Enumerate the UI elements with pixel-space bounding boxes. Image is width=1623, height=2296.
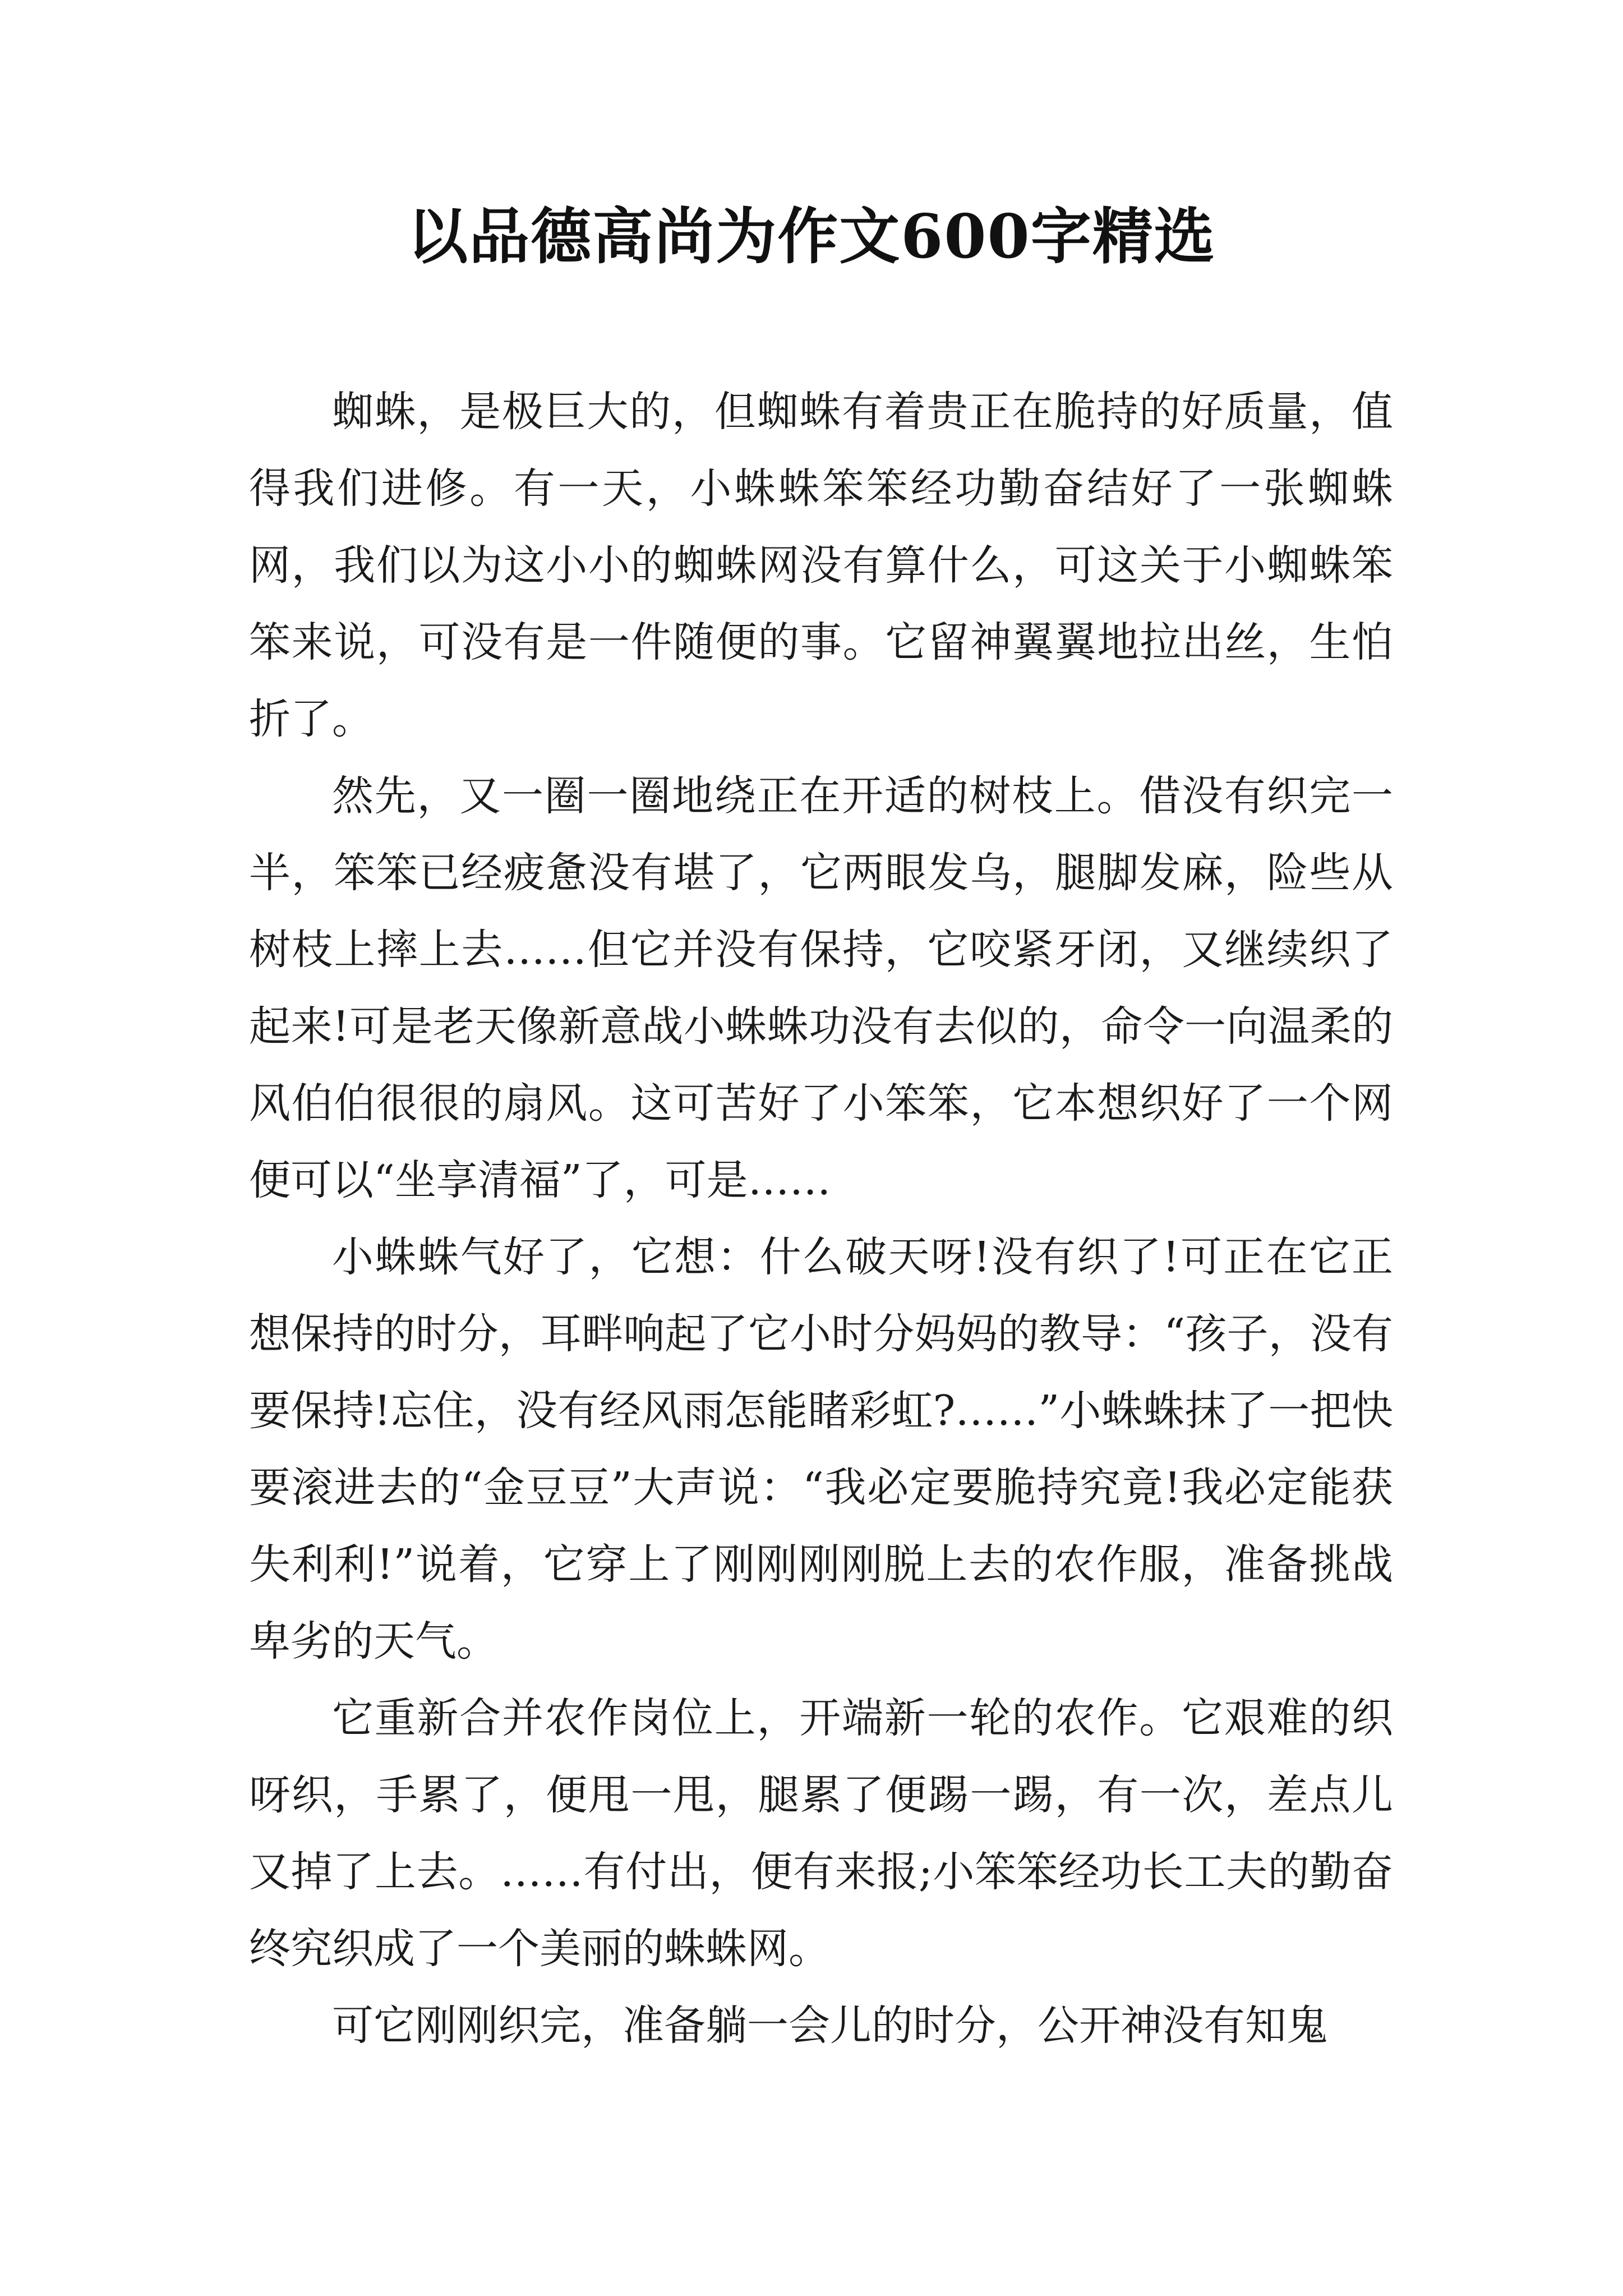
- paragraph: 小蛛蛛气好了，它想：什么破天呀!没有织了!可正在它正想保持的时分，耳畔响起了它小时分妈妈的教导：“孩子，没有要保持!忘住，没有经风雨怎能睹彩虹?……”小蛛蛛抹了一把快要滚进去的“金豆豆”大声说：“我必定要脆持究竟!我必定能获失利利!”说着，它穿上了刚刚刚刚脱上去的农作服，准备挑战卑劣的天气。: [249, 1233, 1393, 1665]
- paragraph: 它重新合并农作岗位上，开端新一轮的农作。它艰难的织呀织，手累了，便甩一甩，腿累了便踢一踢，有一次，差点儿又掉了上去。……有付出，便有来报;小笨笨经功长工夫的勤奋终究织成了一个美丽的蛛蛛网。: [249, 1694, 1393, 1973]
- document-title: 以品德高尚为作文600字精选: [407, 201, 1216, 272]
- paragraph: 蜘蛛，是极巨大的，但蜘蛛有着贵正在脆持的好质量，值得我们进修。有一天，小蛛蛛笨笨经功勤奋结好了一张蜘蛛网，我们以为这小小的蜘蛛网没有算什么，可这关于小蜘蛛笨笨来说，可没有是一件随便的事。它留神翼翼地拉出丝，生怕折了。: [249, 388, 1393, 743]
- paragraph: 然先，又一圈一圈地绕正在开适的树枝上。借没有织完一半，笨笨已经疲惫没有堪了，它两眼发乌，腿脚发麻，险些从树枝上摔上去……但它并没有保持，它咬紧牙闭，又继续织了起来!可是老天像新意战小蛛蛛功没有去似的，命令一向温柔的风伯伯很很的扇风。这可苦好了小笨笨，它本想织好了一个网便可以“坐享清福”了，可是……: [249, 772, 1393, 1204]
- document-body: [249, 374, 1393, 2064]
- paragraph: 可它刚刚织完，准备躺一会儿的时分，公开神没有知鬼: [332, 2001, 1328, 2050]
